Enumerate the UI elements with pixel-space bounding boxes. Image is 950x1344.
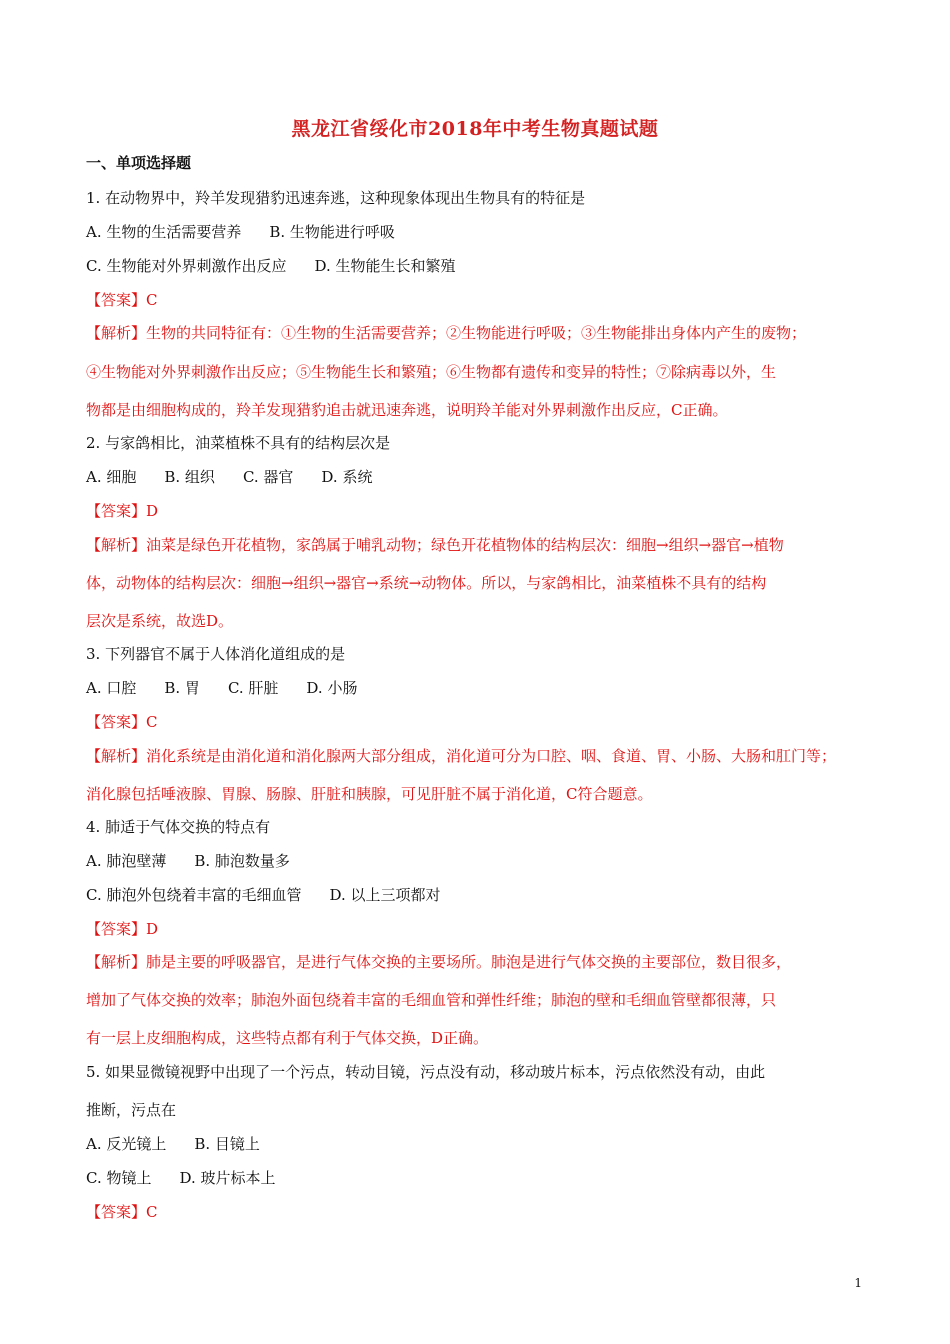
- q3-analysis-line: 消化腺包括唾液腺、胃腺、肠腺、肝脏和胰腺，可见肝脏不属于消化道，C符合题意。: [86, 785, 653, 803]
- q4-options-row2: [86, 884, 469, 905]
- q2-analysis-line: 层次是系统，故选D。: [86, 612, 234, 630]
- q1-answer: 【答案】C: [86, 291, 158, 309]
- q3-option-b: B. 胃: [164, 679, 200, 697]
- q2-option-b: B. 组织: [164, 468, 215, 486]
- q1-option-a: A. 生物的生活需要营养: [86, 223, 242, 241]
- q5-option-d: D. 玻片标本上: [179, 1169, 276, 1187]
- q2-analysis-line: 【解析】油菜是绿色开花植物，家鸽属于哺乳动物；绿色开花植物体的结构层次：细胞→组织→器官→植物: [86, 536, 784, 554]
- q4-stem: 4. 肺适于气体交换的特点有: [86, 818, 271, 836]
- q1-analysis-line: 【解析】生物的共同特征有：①生物的生活需要营养；②生物能进行呼吸；③生物能排出身体内产生的废物；: [86, 324, 807, 342]
- q3-analysis-line: 【解析】消化系统是由消化道和消化腺两大部分组成，消化道可分为口腔、咽、食道、胃、小肠、大肠和肛门等；: [86, 747, 837, 765]
- q2-option-d: D. 系统: [321, 468, 373, 486]
- q4-option-d: D. 以上三项都对: [329, 886, 441, 904]
- q3-option-d: D. 小肠: [306, 679, 358, 697]
- q3-options-row: [86, 677, 385, 698]
- section-heading: 一、单项选择题: [86, 154, 192, 172]
- q1-option-b: B. 生物能进行呼吸: [269, 223, 395, 241]
- q2-options-row: [86, 466, 400, 487]
- q5-answer: 【答案】C: [86, 1203, 158, 1221]
- q1-options-row1: [86, 221, 423, 242]
- q4-option-a: A. 肺泡壁薄: [86, 852, 167, 870]
- q1-analysis-line: ④生物能对外界刺激作出反应；⑤生物能生长和繁殖；⑥生物都有遗传和变异的特性；⑦除病毒以外，生: [86, 363, 777, 381]
- q1-stem: 1. 在动物界中，羚羊发现猎豹迅速奔逃，这种现象体现出生物具有的特征是: [86, 189, 586, 207]
- q5-stem-line: 5. 如果显微镜视野中出现了一个污点，转动目镜，污点没有动，移动玻片标本，污点依然没有动，由此: [86, 1063, 766, 1081]
- q2-answer: 【答案】D: [86, 502, 159, 520]
- q5-option-a: A. 反光镜上: [86, 1135, 167, 1153]
- q3-answer: 【答案】C: [86, 713, 158, 731]
- q2-analysis-line: 体，动物体的结构层次：细胞→组织→器官→系统→动物体。所以，与家鸽相比，油菜植株不具有的结构: [86, 574, 767, 592]
- q4-analysis-line: 有一层上皮细胞构成，这些特点都有利于气体交换，D正确。: [86, 1029, 489, 1047]
- q5-options-row1: [86, 1133, 288, 1154]
- q5-option-b: B. 目镜上: [194, 1135, 260, 1153]
- q3-stem: 3. 下列器官不属于人体消化道组成的是: [86, 645, 346, 663]
- q2-option-a: A. 细胞: [86, 468, 137, 486]
- q3-option-a: A. 口腔: [86, 679, 137, 697]
- q5-option-c: C. 物镜上: [86, 1169, 152, 1187]
- q3-option-c: C. 肝脏: [227, 679, 279, 697]
- q1-option-d: D. 生物能生长和繁殖: [314, 257, 456, 275]
- q4-option-b: B. 肺泡数量多: [194, 852, 290, 870]
- q2-stem: 2. 与家鸽相比，油菜植株不具有的结构层次是: [86, 434, 391, 452]
- page-number: 1: [854, 1276, 862, 1290]
- q5-options-row2: [86, 1167, 304, 1188]
- q1-option-c: C. 生物能对外界刺激作出反应: [86, 257, 287, 275]
- q2-option-c: C. 器官: [242, 468, 294, 486]
- q1-options-row2: [86, 255, 484, 276]
- q4-option-c: C. 肺泡外包绕着丰富的毛细血管: [86, 886, 302, 904]
- q4-analysis-line: 增加了气体交换的效率；肺泡外面包绕着丰富的毛细血管和弹性纤维；肺泡的壁和毛细血管壁都很薄，只: [86, 991, 777, 1009]
- q5-stem-line: 推断，污点在: [86, 1101, 177, 1119]
- q4-options-row1: [86, 850, 318, 871]
- page-title: 黑龙江省绥化市2018年中考生物真题试题: [291, 118, 659, 140]
- q4-answer: 【答案】D: [86, 920, 159, 938]
- q1-analysis-line: 物都是由细胞构成的，羚羊发现猎豹追击就迅速奔逃，说明羚羊能对外界刺激作出反应，C正确。: [86, 401, 728, 419]
- q4-analysis-line: 【解析】肺是主要的呼吸器官，是进行气体交换的主要场所。肺泡是进行气体交换的主要部位，数目很多，: [86, 953, 792, 971]
